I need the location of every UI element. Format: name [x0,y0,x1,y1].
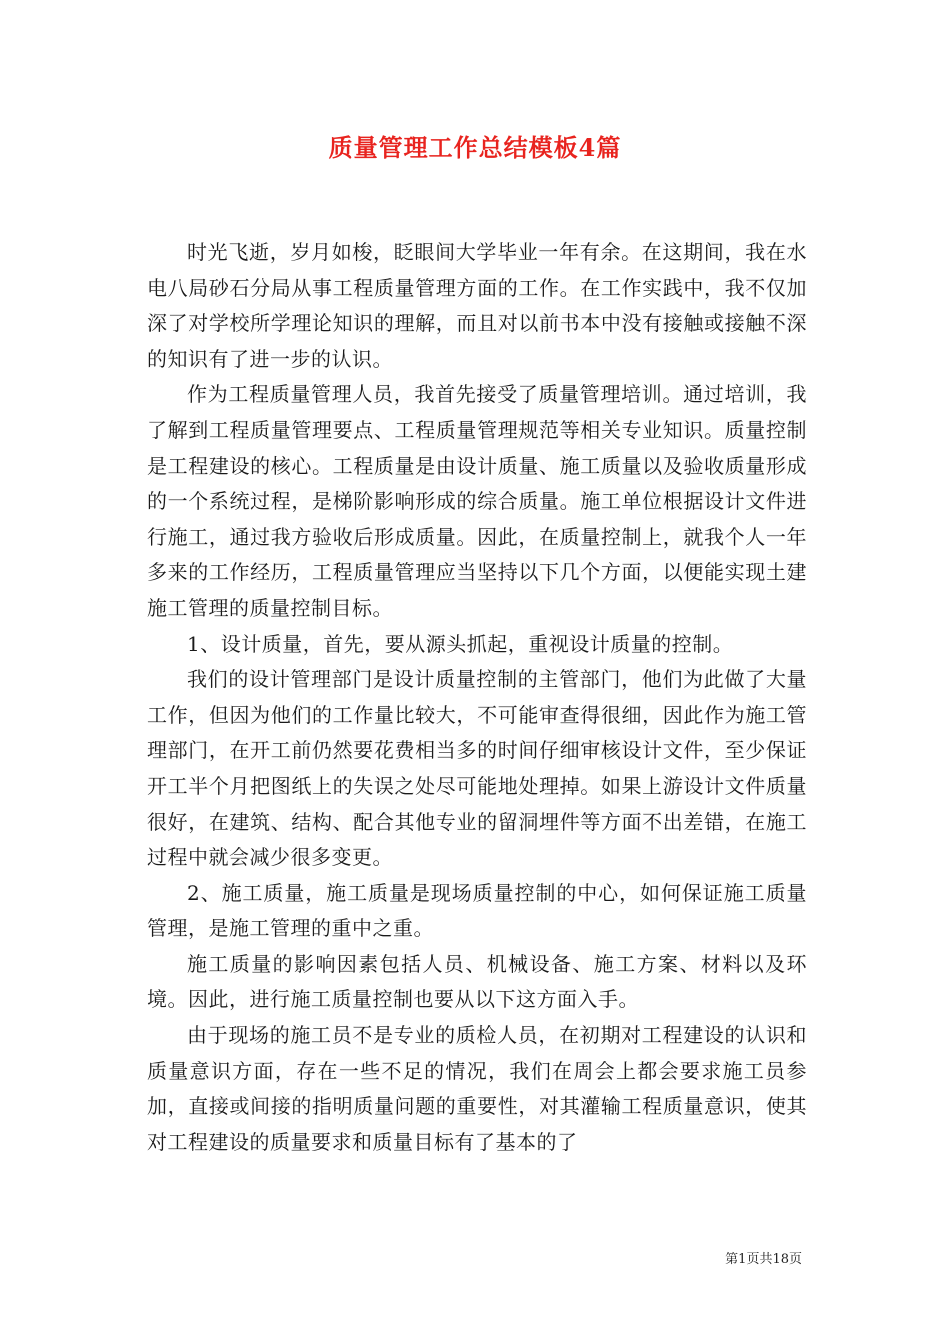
page-number-footer: 第1页共18页 [725,1252,802,1267]
paragraph-1: 时光飞逝，岁月如梭，眨眼间大学毕业一年有余。在这期间，我在水电八局砂石分局从事工程质量管理方面的工作。在工作实践中，我不仅加深了对学校所学理论知识的理解，而且对以前书本中没有接触或接触不深的知识有了进一步的认识。 [147,240,807,371]
paragraph-4: 我们的设计管理部门是设计质量控制的主管部门，他们为此做了大量工作，但因为他们的工作量比较大，不可能审查得很细，因此作为施工管理部门，在开工前仍然要花费相当多的时间仔细审核设计文件，至少保证开工半个月把图纸上的失误之处尽可能地处理掉。如果上游设计文件质量很好，在建筑、结构、配合其他专业的留洞埋件等方面不出差错，在施工过程中就会减少很多变更。 [147,667,807,870]
paragraph-2: 作为工程质量管理人员，我首先接受了质量管理培训。通过培训，我了解到工程质量管理要点、工程质量管理规范等相关专业知识。质量控制是工程建设的核心。工程质量是由设计质量、施工质量以及验收质量形成的一个系统过程，是梯阶影响形成的综合质量。施工单位根据设计文件进行施工，通过我方验收后形成质量。因此，在质量控制上，就我个人一年多来的工作经历，工程质量管理应当坚持以下几个方面，以便能实现土建施工管理的质量控制目标。 [147,382,807,620]
paragraph-3: 1、设计质量，首先，要从源头抓起，重视设计质量的控制。 [187,631,734,656]
document-body [147,235,807,1160]
paragraph-6: 施工质量的影响因素包括人员、机械设备、施工方案、材料以及环境。因此，进行施工质量控制也要从以下这方面入手。 [147,951,807,1012]
paragraph-5: 2、施工质量，施工质量是现场质量控制的中心，如何保证施工质量管理，是施工管理的重中之重。 [147,880,807,941]
document-title: 质量管理工作总结模板4篇 [328,133,622,162]
paragraph-7: 由于现场的施工员不是专业的质检人员，在初期对工程建设的认识和质量意识方面，存在一些不足的情况，我们在周会上都会要求施工员参加，直接或间接的指明质量问题的重要性，对其灌输工程质量意识，使其对工程建设的质量要求和质量目标有了基本的了 [147,1023,807,1154]
